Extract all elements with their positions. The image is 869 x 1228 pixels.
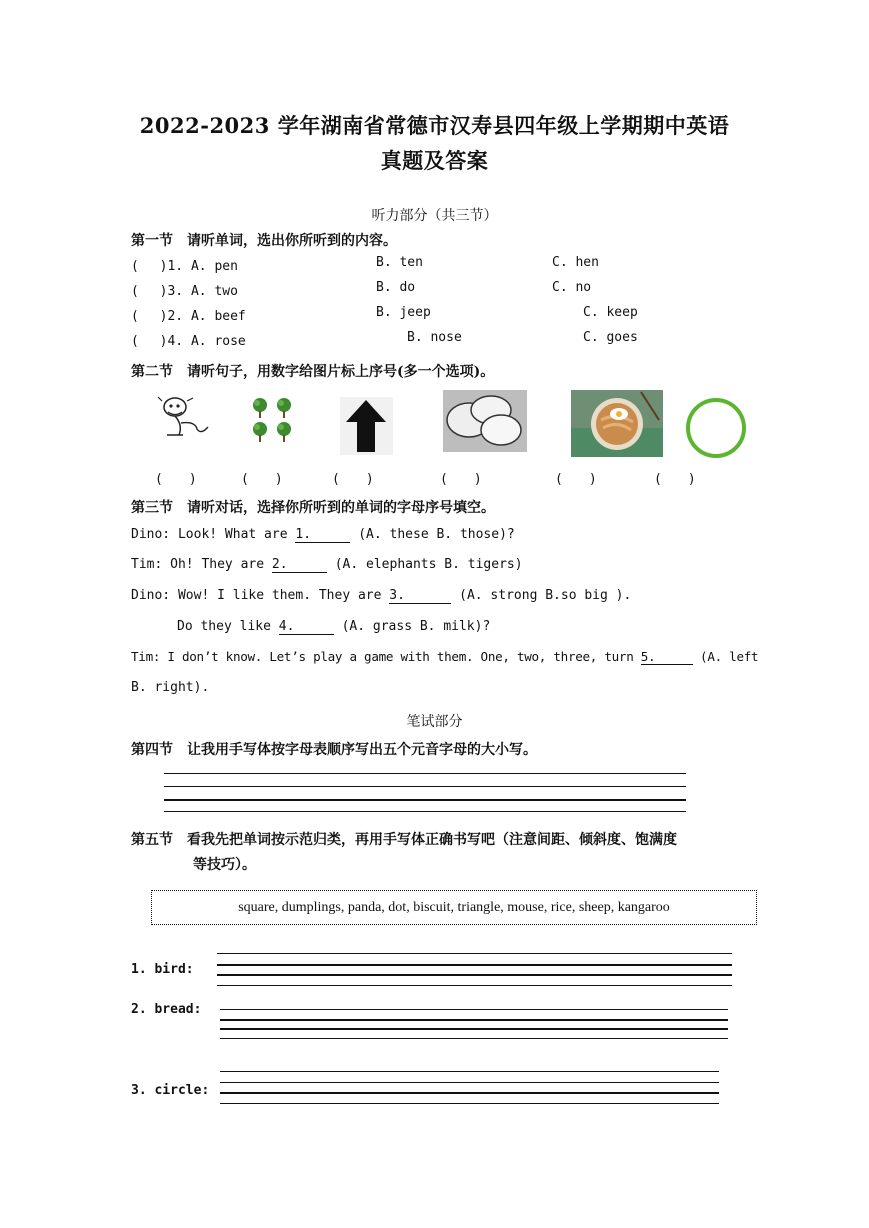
dialog-options: (A. elephants B. tigers) [326,557,523,572]
question-1-b: B. ten [376,255,423,270]
document-title-line1: 2022-2023 学年湖南省常德市汉寿县四年级上学期期中英语 [139,113,730,138]
section3-heading: 第三节 请听对话，选择你所听到的单词的字母序号填空。 [131,500,495,516]
answer-paren-2[interactable]: ( ) [241,472,283,487]
noodles-picture [571,390,663,457]
dialog-text: Look! What are [170,527,296,542]
question-4-a: ( )4. A. rose [131,334,246,349]
section4-heading: 第四节 让我用手写体按字母表顺序写出五个元音字母的大小写。 [131,742,537,758]
question-2-c: C. keep [583,305,638,320]
dialog-line-3 [131,588,631,604]
dialog-line-4 [177,619,490,635]
dialog-text: Wow! I like them. They are [170,588,390,603]
circle-picture [684,396,748,460]
section1-heading: 第一节 请听单词，选出你所听到的内容。 [131,233,397,249]
question-1-c: C. hen [552,255,599,270]
dialog-options: (A. these B. those)? [350,527,515,542]
question-1-a: ( )1. A. pen [131,259,238,274]
dialog-text: Oh! They are [162,557,272,572]
dialog-options: (A. grass B. milk)? [333,619,491,634]
answer-paren-4[interactable]: ( ) [440,472,482,487]
category-bread-label: 2. bread: [131,1002,202,1017]
answer-paren-6[interactable]: ( ) [654,472,696,487]
speaker-label: Tim: [131,557,163,572]
speaker-label: Tim: [131,649,161,664]
question-2-b: B. jeep [376,305,431,320]
monkey-picture [153,393,211,441]
section2-heading: 第二节 请听句子，用数字给图片标上序号(多一个选项)。 [131,364,495,380]
blank-2[interactable]: 2. [272,557,327,573]
trees-picture [248,396,296,444]
category-bird-label: 1. bird: [131,962,194,977]
dialog-line-5 [131,649,758,665]
blank-3[interactable]: 3. [389,588,451,604]
question-4-c: C. goes [583,330,638,345]
speaker-label: Dino: [131,527,171,542]
arrow-up-picture [340,397,393,455]
dialog-line-5-wrap: B. right). [131,680,210,695]
dialog-text: I don’t know. Let’s play a game with them. One, two, three, turn [160,649,641,664]
question-3-b: B. do [376,280,416,295]
word-bank-box: square, dumplings, panda, dot, biscuit, triangle, mouse, rice, sheep, kangaroo [151,890,757,925]
dialog-line-2 [131,557,523,573]
dialog-text: Do they like [177,619,279,634]
blank-1[interactable]: 1. [295,527,350,543]
section5-heading-line1: 第五节 看我先把单词按示范归类，再用手写体正确书写吧（注意间距、倾斜度、饱满度 [131,832,677,848]
dialog-options: (A. strong B.so big ). [451,588,632,603]
question-2-a: ( )2. A. beef [131,309,246,324]
listening-heading: 听力部分（共三节） [371,208,498,224]
dialog-options: (A. left [692,649,759,664]
speaker-label: Dino: [131,588,171,603]
answer-paren-3[interactable]: ( ) [332,472,374,487]
blank-5[interactable]: 5. [641,649,693,665]
document-title-line2: 真题及答案 [380,148,489,173]
answer-paren-5[interactable]: ( ) [555,472,597,487]
answer-paren-1[interactable]: ( ) [155,472,197,487]
dialog-line-1 [131,527,515,543]
category-circle-label: 3. circle: [131,1083,210,1098]
question-3-c: C. no [552,280,592,295]
question-3-a: ( )3. A. two [131,284,238,299]
blank-4[interactable]: 4. [279,619,334,635]
written-heading: 笔试部分 [406,714,463,730]
section5-heading-line2: 等技巧）。 [193,857,256,873]
question-4-b: B. nose [407,330,462,345]
eggs-picture [443,390,527,452]
